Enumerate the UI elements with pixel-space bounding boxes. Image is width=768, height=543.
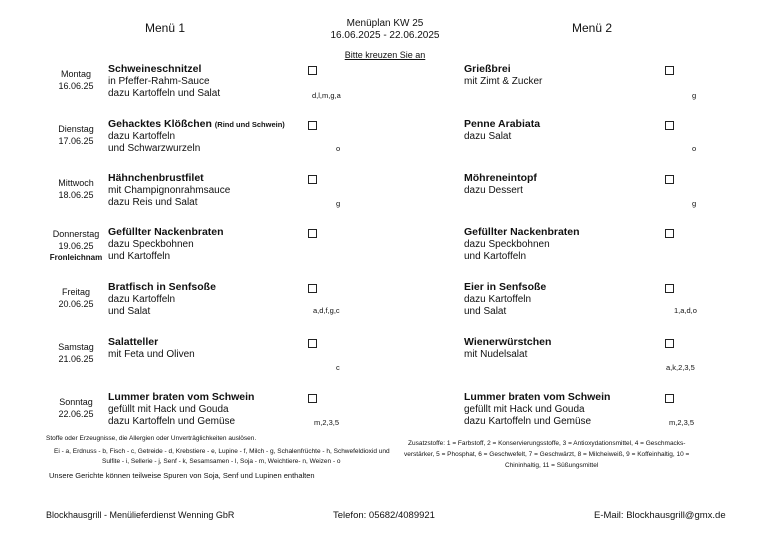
day-cell [44,341,108,365]
menu2-checkbox[interactable] [665,394,674,403]
menu1-checkbox[interactable] [308,284,317,293]
menu1-title: Salatteller [108,336,159,348]
menu1-line1: gefüllt mit Hack und Gouda [108,404,229,415]
menu2-meal [464,226,580,263]
weekday: Montag [60,69,92,79]
menu1-line2: dazu Kartoffeln und Gemüse [108,416,236,427]
menu2-checkbox[interactable] [665,284,674,293]
menu2-checkbox[interactable] [665,339,674,348]
menu2-line2: und Kartoffeln [464,251,527,262]
menu1-meal [108,281,216,318]
menu2-line1: gefüllt mit Hack und Gouda [464,404,585,415]
menu1-meal [108,226,224,263]
day-cell [44,177,108,201]
menu1-line1: dazu Kartoffeln [108,294,176,305]
menu2-line2: dazu Kartoffeln und Gemüse [464,416,592,427]
additives-line1: Zusatzstoffe: 1 = Farbstoff, 2 = Konservierungsstoffe, 3 = Antioxydationsmittel, 4 = Geschmacks- [408,440,686,447]
menu2-line1: mit Nudelsalat [464,349,528,360]
day-cell [44,396,108,420]
day-row [0,226,768,280]
menu1-line2: dazu Kartoffeln und Salat [108,88,221,99]
day-row [0,118,768,172]
date-range: 16.06.2025 - 22.06.2025 [330,30,440,41]
menu2-allergen-codes: o [692,144,697,153]
menu2-line1: dazu Salat [464,131,512,142]
date: 20.06.25 [58,299,94,309]
footer-email: E-Mail: Blockhausgrill@gmx.de [594,510,726,521]
menu2-allergen-codes: m,2,3,5 [669,418,695,427]
menu1-checkbox[interactable] [308,121,317,130]
traces-note: Unsere Gerichte können teilweise Spuren von Soja, Senf und Lupinen enthalten [49,471,315,480]
menu2-title: Eier in Senfsoße [464,281,547,293]
menu2-title: Penne Arabiata [464,118,541,130]
menu2-title: Lummer braten vom Schwein [464,391,611,403]
menu1-allergen-codes: a,d,f,g,c [313,306,340,315]
menu1-title: Hähnchenbrustfilet [108,172,204,184]
menu2-heading: Menü 2 [572,21,613,35]
menu1-meal [108,336,195,361]
weekday: Mittwoch [58,178,94,188]
day-cell [44,68,108,92]
date: 17.06.25 [58,136,94,146]
menu1-allergen-codes: m,2,3,5 [314,418,340,427]
menu2-title: Möhreneintopf [464,172,537,184]
menu1-line1: dazu Kartoffeln [108,131,176,142]
menu2-line1: dazu Kartoffeln [464,294,532,305]
menu1-meal [108,63,220,100]
menu1-line1: mit Champignonrahmsauce [108,185,231,196]
day-row [0,63,768,117]
menu1-line1: mit Feta und Oliven [108,349,195,360]
instruction: Bitte kreuzen Sie an [344,50,426,60]
footer-phone: Telefon: 05682/4089921 [333,510,435,521]
menu2-meal [464,336,551,361]
date: 18.06.25 [58,190,94,200]
menu2-title: Wienerwürstchen [464,336,552,348]
menu2-meal [464,391,610,428]
day-row [0,172,768,226]
menu2-line1: dazu Dessert [464,185,523,196]
additives-line3: Chininhaltig, 11 = Süßungsmittel [505,462,599,469]
day-row [0,281,768,335]
menu1-title: Gefüllter Nackenbraten [108,226,224,238]
menu1-title-suffix: (Rind und Schwein) [214,120,285,129]
weekday: Dienstag [58,124,94,134]
menu2-allergen-codes: g [692,199,697,208]
menu2-allergen-codes: a,k,2,3,5 [666,363,695,372]
weekday: Samstag [58,342,94,352]
day-cell [44,286,108,310]
holiday: Fronleichnam [49,253,103,262]
menu2-checkbox[interactable] [665,229,674,238]
plan-title: Menüplan KW 25 [346,18,424,29]
menu2-title: Gefüllter Nackenbraten [464,226,580,238]
menu1-allergen-codes: d,l,m,g,a [312,91,341,100]
menu1-line2: und Schwarzwurzeln [108,143,201,154]
menu1-line2: dazu Reis und Salat [108,197,198,208]
menu2-title: Grießbrei [464,63,511,75]
menu2-checkbox[interactable] [665,121,674,130]
menu1-meal [108,391,254,428]
menu1-checkbox[interactable] [308,175,317,184]
weekday: Freitag [61,287,90,297]
menu2-meal [464,281,546,318]
menu1-checkbox[interactable] [308,66,317,75]
menu2-line2: und Salat [464,306,507,317]
menu2-checkbox[interactable] [665,66,674,75]
date: 21.06.25 [58,354,94,364]
menu1-meal [108,172,230,209]
menu2-line1: mit Zimt & Zucker [464,76,543,87]
weekday: Donnerstag [52,229,100,239]
menu2-checkbox[interactable] [665,175,674,184]
allergen-list-line1: Ei - a, Erdnuss - b, Fisch - c, Getreide - d, Krebstiere - e, Lupine - f, Milch - g, Schalenfrüchte - h, Schwefeldioxid und [54,448,390,455]
menu2-line1: dazu Speckbohnen [464,239,550,250]
menu2-allergen-codes: g [692,91,697,100]
menu1-allergen-codes: o [336,144,341,153]
menu1-line1: dazu Speckbohnen [108,239,194,250]
day-cell [44,228,108,264]
menu1-checkbox[interactable] [308,229,317,238]
day-row [0,336,768,390]
menu1-checkbox[interactable] [308,339,317,348]
weekday: Sonntag [59,397,93,407]
menu2-meal [464,63,542,88]
menu1-checkbox[interactable] [308,394,317,403]
date: 19.06.25 [58,241,94,251]
menu2-meal [464,118,540,143]
allergen-intro: Stoffe oder Erzeugnisse, die Allergien oder Unverträglichkeiten auslösen. [46,435,257,442]
menu1-title: Gehacktes Klößchen [108,118,212,130]
additives-line2: verstärker, 5 = Phosphat, 6 = Geschwefelt, 7 = Geschwärzt, 8 = Milcheiweiß, 9 = Koffeinhaltig, 10 = [404,451,690,458]
menu1-line2: und Salat [108,306,151,317]
day-cell [44,123,108,147]
menu1-allergen-codes: g [336,199,341,208]
date: 16.06.25 [58,81,94,91]
menu1-heading: Menü 1 [145,21,186,35]
date: 22.06.25 [58,409,94,419]
menu1-line1: in Pfeffer-Rahm-Sauce [108,76,210,87]
footer-company: Blockhausgrill - Menülieferdienst Wenning GbR [46,510,235,520]
menu1-title: Lummer braten vom Schwein [108,391,255,403]
menu1-title: Schweineschnitzel [108,63,202,75]
menu2-meal [464,172,537,197]
menu1-meal [108,118,285,155]
allergen-list-line2: Sulfite - i, Sellerie - j, Senf - k, Sesamsamen - l, Soja - m, Weichtiere- n, Weizen - o [102,458,341,465]
menu2-allergen-codes: 1,a,d,o [674,306,697,315]
menu1-title: Bratfisch in Senfsoße [108,281,216,293]
menu1-allergen-codes: c [336,363,340,372]
menu1-line2: und Kartoffeln [108,251,171,262]
